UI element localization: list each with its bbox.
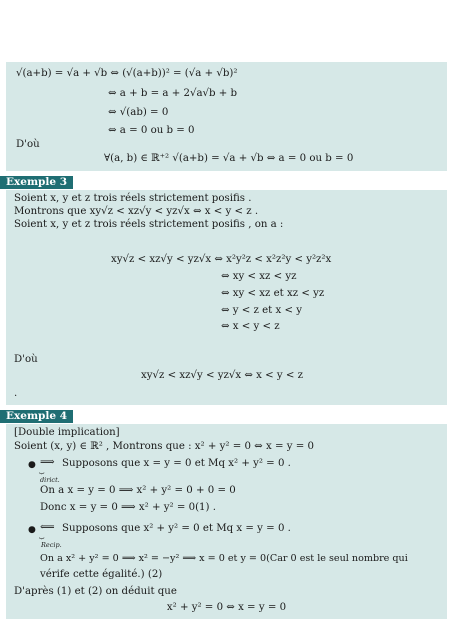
underbrace: ⏟ bbox=[39, 465, 45, 475]
text-line: Montrons que xy√z < xz√y < yz√x ⇔ x < y < z . bbox=[14, 206, 259, 217]
dou-label: D'où bbox=[14, 354, 38, 365]
math-line: ⇔ x < y < z bbox=[221, 321, 280, 332]
equation-line: ⇔ √(ab) = 0 bbox=[108, 107, 169, 118]
math-line: Donc x = y = 0 ⟹ x² + y² = 0(1) . bbox=[40, 502, 216, 513]
text-line: Soient x, y et z trois réels strictement posifis , on a : bbox=[14, 219, 284, 230]
equation-line: √(a+b) = √a + √b ⇔ (√(a+b))² = (√a + √b)² bbox=[16, 68, 238, 79]
math-line: On a x² + y² = 0 ⟹ x² = −y² ⟹ x = 0 et y = 0(Car 0 est le seul nombre qui bbox=[40, 553, 408, 564]
end-dot: . bbox=[14, 388, 18, 399]
text-line: D'après (1) et (2) on déduit que bbox=[14, 586, 177, 597]
underbrace-label: Recip. bbox=[41, 541, 62, 549]
implication-arrow: ⟹ bbox=[40, 457, 55, 468]
text-line: Soient (x, y) ∈ ℝ² , Montrons que : x² + y² = 0 ⇔ x = y = 0 bbox=[14, 441, 314, 452]
math-line: On a x = y = 0 ⟹ x² + y² = 0 + 0 = 0 bbox=[40, 485, 236, 496]
text-line: vérife cette égalité.) (2) bbox=[40, 569, 163, 580]
math-line: ⇔ xy < xz et xz < yz bbox=[221, 288, 325, 299]
text-line: Supposons que x = y = 0 et Mq x² + y² = 0 . bbox=[62, 458, 291, 469]
math-line: xy√z < xz√y < yz√x ⇔ x²y²z < x²z²y < y²z²x bbox=[111, 254, 332, 265]
example-4-box bbox=[6, 424, 447, 619]
example-4-tag: Exemple 4 bbox=[0, 410, 73, 423]
text-line: Soient x, y et z trois réels strictement posifis . bbox=[14, 193, 252, 204]
equation-line: ⇔ a + b = a + 2√a√b + b bbox=[108, 88, 238, 99]
proof-box-1 bbox=[6, 62, 447, 171]
math-line: ⇔ y < z et x < y bbox=[221, 305, 303, 316]
text-line: Supposons que x² + y² = 0 et Mq x = y = 0 . bbox=[62, 523, 291, 534]
dou-label: D'où bbox=[16, 139, 40, 150]
implication-arrow: ⟸ bbox=[40, 522, 55, 533]
equation-line: ∀(a, b) ∈ ℝ⁺² √(a+b) = √a + √b ⇔ a = 0 ou b = 0 bbox=[104, 153, 354, 164]
math-line: xy√z < xz√y < yz√x ⇔ x < y < z bbox=[141, 370, 304, 381]
bullet-dot: ● bbox=[28, 525, 36, 535]
example-3-box bbox=[6, 190, 447, 405]
math-line: ⇔ xy < xz < yz bbox=[221, 271, 297, 282]
text-line: [Double implication] bbox=[14, 427, 120, 438]
equation-line: ⇔ a = 0 ou b = 0 bbox=[108, 125, 195, 136]
math-line: x² + y² = 0 ⇔ x = y = 0 bbox=[166, 602, 287, 613]
underbrace: ⏟ bbox=[39, 530, 45, 540]
underbrace-label: dirict. bbox=[40, 476, 60, 484]
bullet-dot: ● bbox=[28, 460, 36, 470]
example-3-tag: Exemple 3 bbox=[0, 176, 73, 189]
